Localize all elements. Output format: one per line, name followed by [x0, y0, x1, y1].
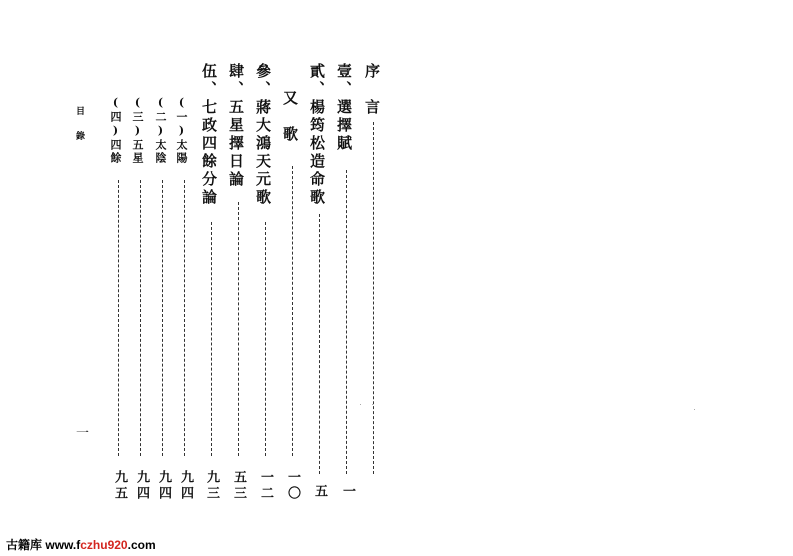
page-number: 九三: [204, 470, 219, 502]
leader-line: [118, 180, 119, 456]
leader-line: [319, 214, 320, 474]
leader-line: [292, 166, 293, 456]
toc-subentry-3: (三)五星: [131, 96, 144, 165]
page-number: 五三: [231, 470, 246, 502]
leader-line: [346, 170, 347, 474]
toc-entry-5: 伍、七政四餘分論: [200, 63, 218, 207]
leader-line: [162, 180, 163, 456]
scan-speck: [360, 404, 361, 405]
toc-subentry-1: (一)太陽: [175, 96, 188, 165]
toc-entry-preface: 序 言: [363, 63, 381, 117]
toc-entry-3: 參、蔣大鴻天元歌: [254, 63, 272, 207]
leader-line: [184, 180, 185, 456]
url-prefix: www.f: [45, 538, 81, 552]
page-number: 九四: [156, 470, 171, 502]
page-number: 一〇: [285, 470, 300, 502]
page-folio: 一: [76, 426, 90, 441]
site-name: 古籍库: [6, 538, 43, 552]
toc-subentry-4: (四)四餘: [109, 96, 122, 165]
url-suffix: .com: [127, 538, 156, 552]
scan-speck: [372, 404, 373, 405]
toc-section-title: 目錄: [74, 106, 84, 156]
scan-speck: [694, 409, 695, 410]
toc-subentry-2: (二)太陰: [154, 96, 167, 165]
leader-line: [373, 122, 374, 474]
page-number: 九四: [178, 470, 193, 502]
leader-line: [238, 202, 239, 456]
page-number: 一二: [258, 470, 273, 502]
toc-entry-4: 肆、五星擇日論: [227, 63, 245, 189]
page-number: 五: [312, 484, 327, 500]
leader-line: [211, 222, 212, 456]
leader-line: [140, 180, 141, 456]
page-number: 九五: [112, 470, 127, 502]
toc-entry-1: 壹、選擇賦: [335, 63, 353, 153]
page-number: 一: [340, 484, 355, 500]
toc-entry-2-alt: 又 歌: [281, 90, 299, 144]
leader-line: [265, 222, 266, 456]
page-number: 九四: [134, 470, 149, 502]
site-watermark: [6, 536, 156, 553]
url-accent: czhu920: [80, 538, 128, 552]
toc-entry-2: 貳、楊筠松造命歌: [308, 63, 326, 207]
